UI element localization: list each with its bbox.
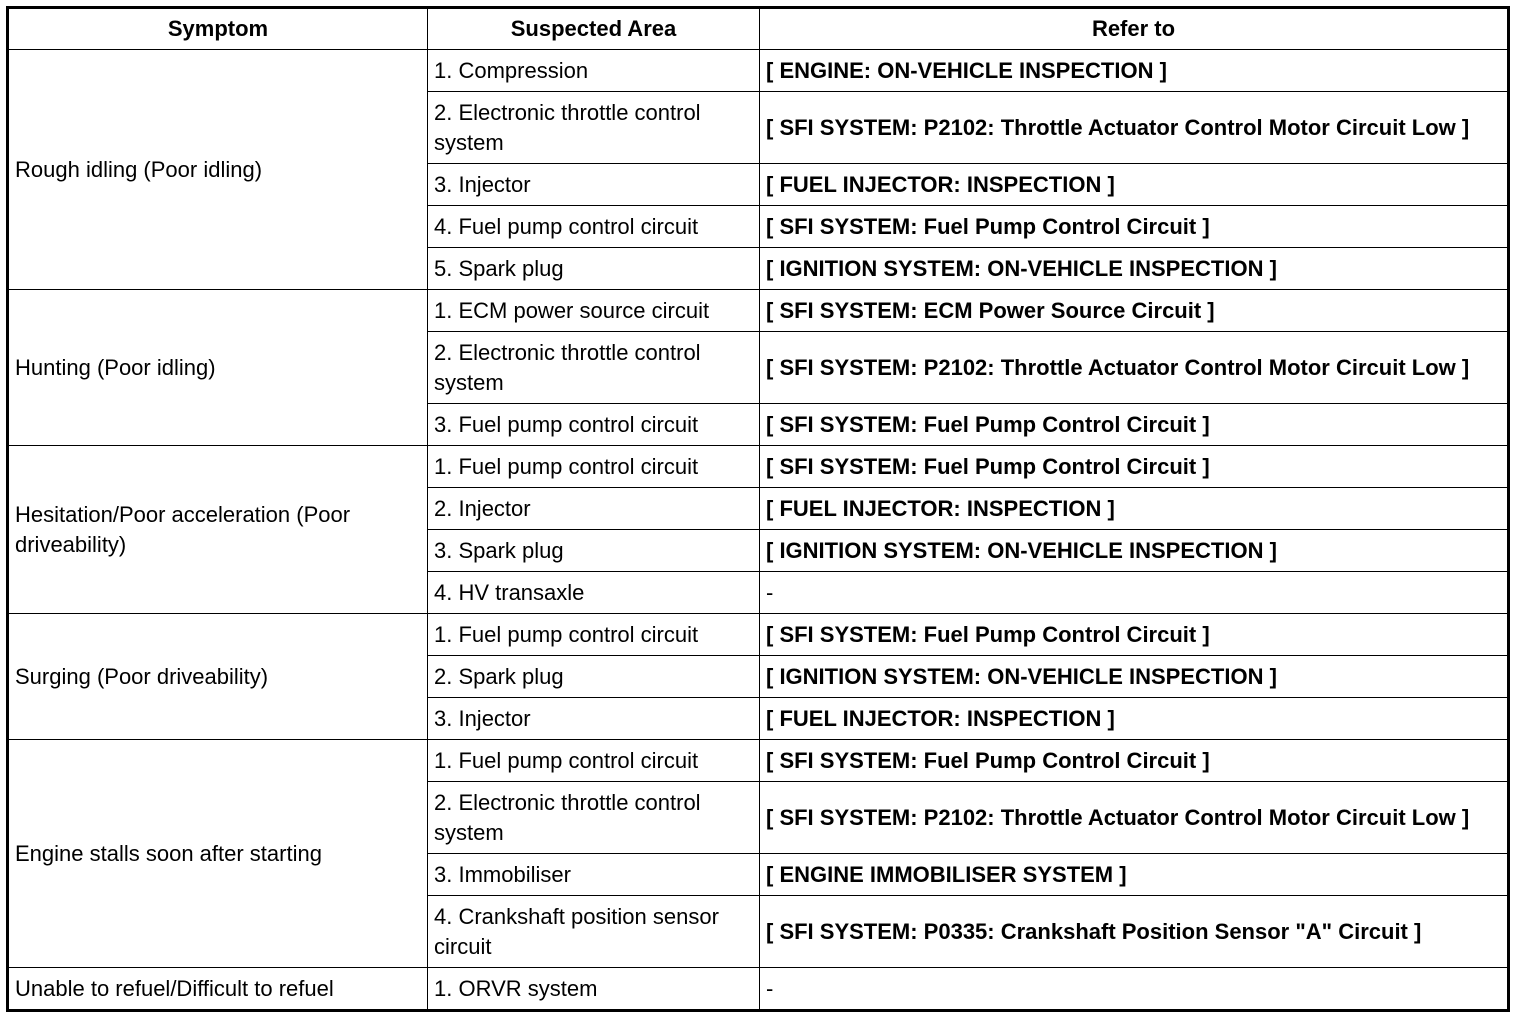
refer-to-link[interactable]: [ FUEL INJECTOR: INSPECTION ]	[760, 488, 1509, 530]
refer-to-cell: -	[760, 572, 1509, 614]
refer-to-link[interactable]: [ IGNITION SYSTEM: ON-VEHICLE INSPECTION ]	[760, 656, 1509, 698]
refer-to-link[interactable]: [ SFI SYSTEM: P2102: Throttle Actuator Control Motor Circuit Low ]	[760, 782, 1509, 854]
suspected-area-cell: 3. Spark plug	[428, 530, 760, 572]
suspected-area-cell: 4. Fuel pump control circuit	[428, 206, 760, 248]
table-row	[8, 50, 1509, 92]
refer-to-link[interactable]: [ IGNITION SYSTEM: ON-VEHICLE INSPECTION ]	[760, 530, 1509, 572]
refer-to-cell: -	[760, 968, 1509, 1011]
header-symptom: Symptom	[8, 8, 428, 50]
suspected-area-cell: 2. Injector	[428, 488, 760, 530]
refer-to-link[interactable]: [ IGNITION SYSTEM: ON-VEHICLE INSPECTION ]	[760, 248, 1509, 290]
refer-to-link[interactable]: [ SFI SYSTEM: P0335: Crankshaft Position Sensor "A" Circuit ]	[760, 896, 1509, 968]
refer-to-link[interactable]: [ SFI SYSTEM: Fuel Pump Control Circuit ]	[760, 206, 1509, 248]
suspected-area-cell: 3. Fuel pump control circuit	[428, 404, 760, 446]
suspected-area-cell: 5. Spark plug	[428, 248, 760, 290]
suspected-area-cell: 1. Compression	[428, 50, 760, 92]
refer-to-link[interactable]: [ SFI SYSTEM: Fuel Pump Control Circuit ]	[760, 404, 1509, 446]
table-row	[8, 740, 1509, 782]
suspected-area-cell: 2. Spark plug	[428, 656, 760, 698]
symptom-cell: Hesitation/Poor acceleration (Poor driveability)	[8, 446, 428, 614]
table-body	[8, 50, 1509, 1011]
refer-to-link[interactable]: [ ENGINE IMMOBILISER SYSTEM ]	[760, 854, 1509, 896]
symptom-table	[6, 6, 1510, 1012]
refer-to-link[interactable]: [ FUEL INJECTOR: INSPECTION ]	[760, 164, 1509, 206]
symptom-cell: Unable to refuel/Difficult to refuel	[8, 968, 428, 1011]
suspected-area-cell: 3. Immobiliser	[428, 854, 760, 896]
suspected-area-cell: 3. Injector	[428, 698, 760, 740]
refer-to-link[interactable]: [ SFI SYSTEM: Fuel Pump Control Circuit ]	[760, 740, 1509, 782]
refer-to-link[interactable]: [ FUEL INJECTOR: INSPECTION ]	[760, 698, 1509, 740]
suspected-area-cell: 1. Fuel pump control circuit	[428, 614, 760, 656]
suspected-area-cell: 1. ECM power source circuit	[428, 290, 760, 332]
header-refer-to: Refer to	[760, 8, 1509, 50]
table-row	[8, 446, 1509, 488]
suspected-area-cell: 1. ORVR system	[428, 968, 760, 1011]
table-row	[8, 614, 1509, 656]
table-row	[8, 968, 1509, 1011]
suspected-area-cell: 2. Electronic throttle control system	[428, 92, 760, 164]
suspected-area-cell: 1. Fuel pump control circuit	[428, 740, 760, 782]
refer-to-link[interactable]: [ SFI SYSTEM: Fuel Pump Control Circuit ]	[760, 446, 1509, 488]
symptom-cell: Engine stalls soon after starting	[8, 740, 428, 968]
symptom-cell: Hunting (Poor idling)	[8, 290, 428, 446]
refer-to-link[interactable]: [ ENGINE: ON-VEHICLE INSPECTION ]	[760, 50, 1509, 92]
header-suspected-area: Suspected Area	[428, 8, 760, 50]
refer-to-link[interactable]: [ SFI SYSTEM: ECM Power Source Circuit ]	[760, 290, 1509, 332]
suspected-area-cell: 4. Crankshaft position sensor circuit	[428, 896, 760, 968]
refer-to-link[interactable]: [ SFI SYSTEM: P2102: Throttle Actuator Control Motor Circuit Low ]	[760, 332, 1509, 404]
suspected-area-cell: 4. HV transaxle	[428, 572, 760, 614]
refer-to-link[interactable]: [ SFI SYSTEM: P2102: Throttle Actuator Control Motor Circuit Low ]	[760, 92, 1509, 164]
symptom-cell: Surging (Poor driveability)	[8, 614, 428, 740]
header-row	[8, 8, 1509, 50]
symptom-cell: Rough idling (Poor idling)	[8, 50, 428, 290]
suspected-area-cell: 2. Electronic throttle control system	[428, 782, 760, 854]
table-row	[8, 290, 1509, 332]
suspected-area-cell: 1. Fuel pump control circuit	[428, 446, 760, 488]
suspected-area-cell: 2. Electronic throttle control system	[428, 332, 760, 404]
refer-to-link[interactable]: [ SFI SYSTEM: Fuel Pump Control Circuit ]	[760, 614, 1509, 656]
suspected-area-cell: 3. Injector	[428, 164, 760, 206]
